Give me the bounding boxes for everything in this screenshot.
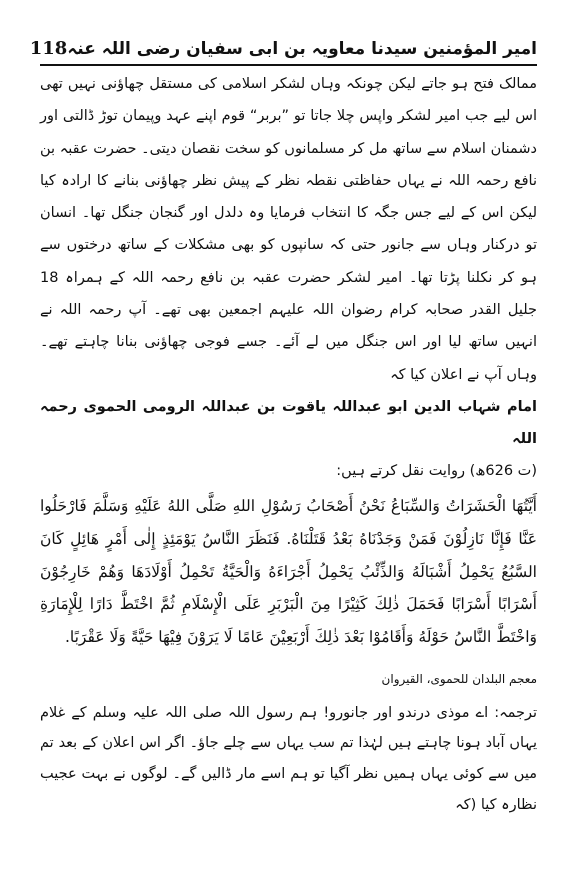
narrator-citation-line-2: (ت 626ھ) روایت نقل کرتے ہیں: xyxy=(336,462,537,479)
page-header xyxy=(29,32,537,66)
source-reference: معجم البلدان للحموی، القیروان xyxy=(381,671,537,686)
arabic-quotation: أَيَّتُهَا الْحَشَرَاتُ وَالسِّبَاعُ نَحْنُ أَصْحَابُ رَسُوْلِ اللهِ صَلَّى اللهُ عَلَيْهِ وَسَلَّمَ فَارْحَلُوا عَنَّا فَإِنَّا نَازِلُوْنَ فَمَنْ وَجَدْنَاهُ بَعْدُ قَتَلْنَاهُ. فَنَظَرَ النَّاسُ يَوْمَئِذٍ إِلٰى أَمْرٍ هَائِلٍ كَانَ السَّبُعُ يَحْمِلُ أَشْبَالَهُ وَالذِّئْبُ يَحْمِلُ أَجْرَاءَهُ وَالْحَيَّةُ تَحْمِلُ أَوْلَادَهَا وَهُمْ خَارِجُوْنَ أَسْرَابًا أَسْرَابًا فَحَمَلَ ذٰلِكَ كَثِيْرًا مِنَ الْبَرْبَرِ عَلَى الْإِسْلَامِ ثُمَّ اخْتَطَّ دَارًا لِلْإِمَارَةِ وَاخْتَطَّ النَّاسُ حَوْلَهُ وَأَقَامُوْا بَعْدَ ذٰلِكَ أَرْبَعِيْنَ عَامًا لَا يَرَوْنَ فِيْهَا حَيَّةً وَلَا عَقْرَبًا. xyxy=(40,497,537,647)
page-body xyxy=(40,68,537,821)
narrator-citation-line-1: امام شہاب الدین ابو عبداللہ یاقوت بن عبداللہ الرومی الحموی رحمہ اللہ xyxy=(40,398,537,447)
narrative-paragraph: ممالک فتح ہو جاتے لیکن چونکہ وہاں لشکر اسلامی کی مستقل چھاؤنی نہیں تھی اس لیے جب امیر لشکر واپس چلا جاتا تو ”بربر“ قوم اپنے عہد وپیمان توڑ ڈالتی اور دشمنان اسلام سے ساتھ مل کر مسلمانوں کو سخت نقصان دیتی۔ حضرت عقبہ بن نافع رحمہ اللہ نے یہاں حفاظتی نقطہ نظر کے پیش نظر چھاؤنی بنانے کا ارادہ کیا لیکن اس کے لیے جس جگہ کا انتخاب فرمایا وہ دلدل اور گنجان جنگل تھا۔ انسان تو درکنار وہاں سے جانور حتی کہ سانپوں کو بھی مشکلات کے ساتھ درختوں سے ہو کر نکلنا پڑتا تھا۔ امیر لشکر حضرت عقبہ بن نافع رحمہ اللہ کے ہمراہ 18 جلیل القدر صحابہ کرام رضوان اللہ علیہم اجمعین بھی تھے۔ آپ رحمہ اللہ نے انہیں ساتھ لیا اور اس جنگل میں لے آئے۔ جسے فوجی چھاؤنی بنانا چاہتے تھے۔ وہاں آپ نے اعلان کیا کہ xyxy=(40,76,537,383)
page-number: 118 xyxy=(29,37,68,59)
translation-paragraph: ترجمہ: اے موذی درندو اور جانورو! ہم رسول اللہ صلی اللہ علیہ وسلم کے غلام یہاں آباد ہونا چاہتے ہیں لہٰذا تم سب یہاں سے چلے جاؤ۔ اگر اس اعلان کے بعد تم میں سے کوئی یہاں ہمیں نظر آگیا تو ہم اسے مار ڈالیں گے۔ لوگوں نے بہت عجیب نظارہ کیا (کہ xyxy=(40,704,537,813)
running-title: امیر المؤمنین سیدنا معاویہ بن ابی سفیان رضی اللہ عنہ xyxy=(67,38,537,59)
